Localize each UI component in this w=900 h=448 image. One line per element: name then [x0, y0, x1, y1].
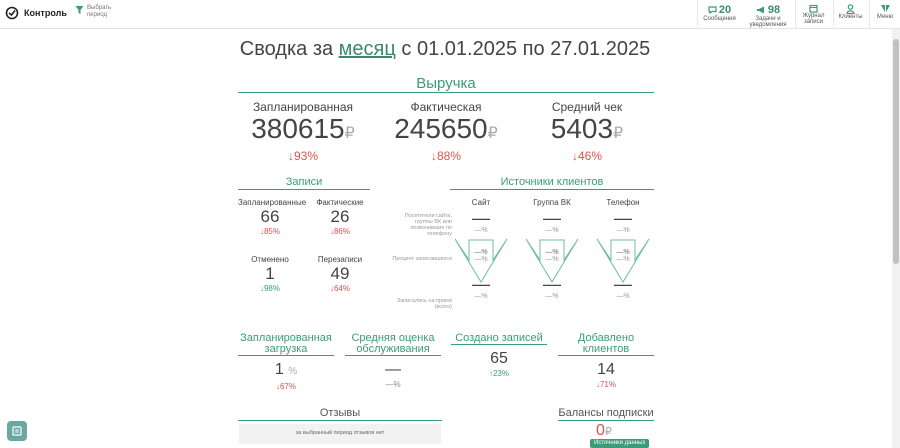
appt-actual — [309, 198, 371, 236]
appt-rebooked-delta: ↓64% — [329, 284, 350, 293]
source-vk-booked: — — [543, 274, 561, 294]
page-title — [0, 38, 890, 61]
metric-service-rating-delta: —% — [385, 380, 401, 389]
source-phone-conv-b: —% — [616, 256, 630, 263]
nav-messages[interactable] — [697, 0, 741, 29]
chat-icon — [708, 6, 717, 14]
revenue-planned-value: 380615 — [251, 113, 345, 144]
source-vk-conv-b: —% — [545, 256, 559, 263]
tasks-count: 98 — [767, 4, 781, 16]
chat-widget-button[interactable] — [7, 421, 27, 441]
source-site-title: Сайт — [471, 198, 491, 207]
avg-check-card — [522, 100, 652, 163]
currency-sign: ₽ — [613, 125, 624, 142]
appt-planned-title: Запланированные — [238, 198, 307, 207]
appt-rebooked — [309, 255, 371, 293]
revenue-planned-delta: ↓93% — [287, 149, 319, 163]
source-phone-visitors-pct: —% — [616, 227, 630, 234]
metric-created-appointments — [451, 333, 547, 378]
metric-planned-load — [238, 333, 334, 391]
avg-check-title: Средний чек — [551, 100, 623, 114]
megaphone-icon — [756, 6, 766, 14]
messages-count: 20 — [718, 4, 732, 16]
subscription-heading: Балансы подписки — [558, 407, 654, 419]
source-site-visitors-pct: —% — [474, 227, 488, 234]
nav-tasks[interactable] — [745, 0, 791, 29]
source-phone-visitors: — — [614, 208, 632, 228]
sources-heading: Источники клиентов — [450, 175, 654, 190]
source-phone — [593, 198, 653, 300]
filter-icon — [75, 5, 84, 15]
source-vk-conv-a: —% — [545, 249, 559, 256]
source-phone-booked: — — [614, 274, 632, 294]
source-vk-visitors: — — [543, 208, 561, 228]
appt-planned-value: 66 — [260, 207, 280, 226]
revenue-planned-title: Запланированная — [252, 100, 354, 114]
subscription-balance-value: 0 — [596, 422, 605, 439]
metric-added-clients — [558, 333, 654, 389]
metric-service-rating-value: — — [385, 361, 401, 378]
avg-check-delta: ↓46% — [571, 149, 603, 163]
sources-label-visitors: Посетители сайта, группы ВК или позвонившие по телефону — [404, 213, 452, 237]
metric-service-rating — [345, 333, 441, 389]
revenue-actual-delta: ↓88% — [430, 149, 462, 163]
metric-created-appointments-title: Создано записей — [451, 333, 547, 345]
revenue-actual-title: Фактическая — [410, 100, 482, 114]
nav-messages-label: Сообщения — [703, 16, 736, 22]
currency-sign: ₽ — [604, 426, 612, 438]
nav-tasks-label: Задачи и уведомления — [749, 16, 787, 28]
scrollbar[interactable] — [892, 29, 900, 448]
nav-journal-label: Журнал записи — [802, 13, 825, 25]
user-icon — [846, 4, 855, 14]
appt-actual-title: Фактические — [316, 198, 364, 207]
brand-title: Контроль — [24, 8, 67, 18]
reviews-empty-message: за выбранный период отзывов нет — [239, 424, 441, 444]
currency-sign: ₽ — [344, 125, 355, 142]
source-phone-conv-a: —% — [616, 249, 630, 256]
source-vk-visitors-pct: —% — [545, 227, 559, 234]
source-vk-booked-pct: —% — [545, 293, 559, 300]
source-site-booked: — — [472, 274, 490, 294]
nav-journal[interactable] — [795, 0, 831, 29]
currency-sign: ₽ — [487, 125, 498, 142]
source-vk-title: Группа ВК — [533, 198, 571, 207]
revenue-heading: Выручка — [238, 75, 654, 93]
appt-cancelled-value: 1 — [265, 264, 275, 283]
source-site — [451, 198, 511, 300]
metric-planned-load-delta: ↓67% — [275, 382, 296, 391]
metric-created-appointments-delta: ↑23% — [488, 369, 509, 378]
revenue-actual-value: 245650 — [394, 113, 488, 144]
title-range: с 01.01.2025 по 27.01.2025 — [401, 38, 651, 60]
nav-clients[interactable] — [833, 0, 867, 29]
select-period-button[interactable] — [75, 5, 119, 19]
appt-planned — [238, 198, 307, 236]
select-period-label: Выбрать период — [87, 5, 112, 18]
metric-added-clients-delta: ↓71% — [595, 380, 616, 389]
source-site-booked-pct: —% — [474, 293, 488, 300]
chat-widget-icon — [7, 421, 27, 441]
calendar-icon — [809, 4, 818, 13]
metric-created-appointments-value: 65 — [490, 350, 508, 367]
metric-added-clients-title: Добавлено клиентов — [558, 333, 654, 356]
source-phone-booked-pct: —% — [616, 293, 630, 300]
source-site-conv-a: —% — [474, 249, 488, 256]
nav-menu-label: Меню — [876, 14, 894, 20]
reviews-heading: Отзывы — [238, 406, 442, 421]
appt-rebooked-title: Перезаписи — [317, 255, 363, 264]
appt-cancelled-delta: ↓98% — [259, 284, 280, 293]
source-site-visitors: — — [472, 208, 490, 228]
appointments-heading: Записи — [238, 175, 370, 190]
revenue-planned-card — [238, 100, 368, 163]
logo-icon — [5, 6, 19, 20]
sources-label-booked: Записались на прием (всего) — [396, 298, 452, 310]
metric-service-rating-title: Средняя оценка обслуживания — [345, 333, 441, 356]
source-phone-title: Телефон — [606, 198, 640, 207]
appt-cancelled-title: Отменено — [251, 255, 289, 264]
scrollbar-thumb[interactable] — [893, 39, 899, 264]
revenue-actual-card — [381, 100, 511, 163]
title-prefix: Сводка за — [239, 38, 334, 60]
period-link[interactable]: месяц — [338, 38, 396, 60]
nav-clients-label: Клиенты — [838, 14, 863, 20]
appt-planned-delta: ↓85% — [259, 227, 280, 236]
source-site-conv-b: —% — [474, 256, 488, 263]
appt-rebooked-value: 49 — [330, 264, 350, 283]
appt-actual-delta: ↓86% — [329, 227, 350, 236]
metric-planned-load-value: 1 — [274, 361, 284, 378]
brand[interactable] — [5, 6, 67, 20]
menu-icon — [880, 4, 891, 14]
avg-check-value: 5403 — [550, 113, 614, 144]
metric-added-clients-value: 14 — [597, 361, 615, 378]
appt-actual-value: 26 — [330, 207, 350, 226]
metric-planned-load-title: Запланированная загрузка — [238, 333, 334, 356]
top-bar — [0, 0, 900, 29]
sources-label-conversion: Процент записавшихся — [392, 256, 452, 262]
source-vk — [522, 198, 582, 300]
data-sources-badge[interactable]: Источники данных — [590, 439, 649, 448]
appt-cancelled — [238, 255, 302, 293]
nav-menu[interactable] — [869, 0, 900, 29]
metric-planned-load-unit: % — [288, 366, 298, 377]
